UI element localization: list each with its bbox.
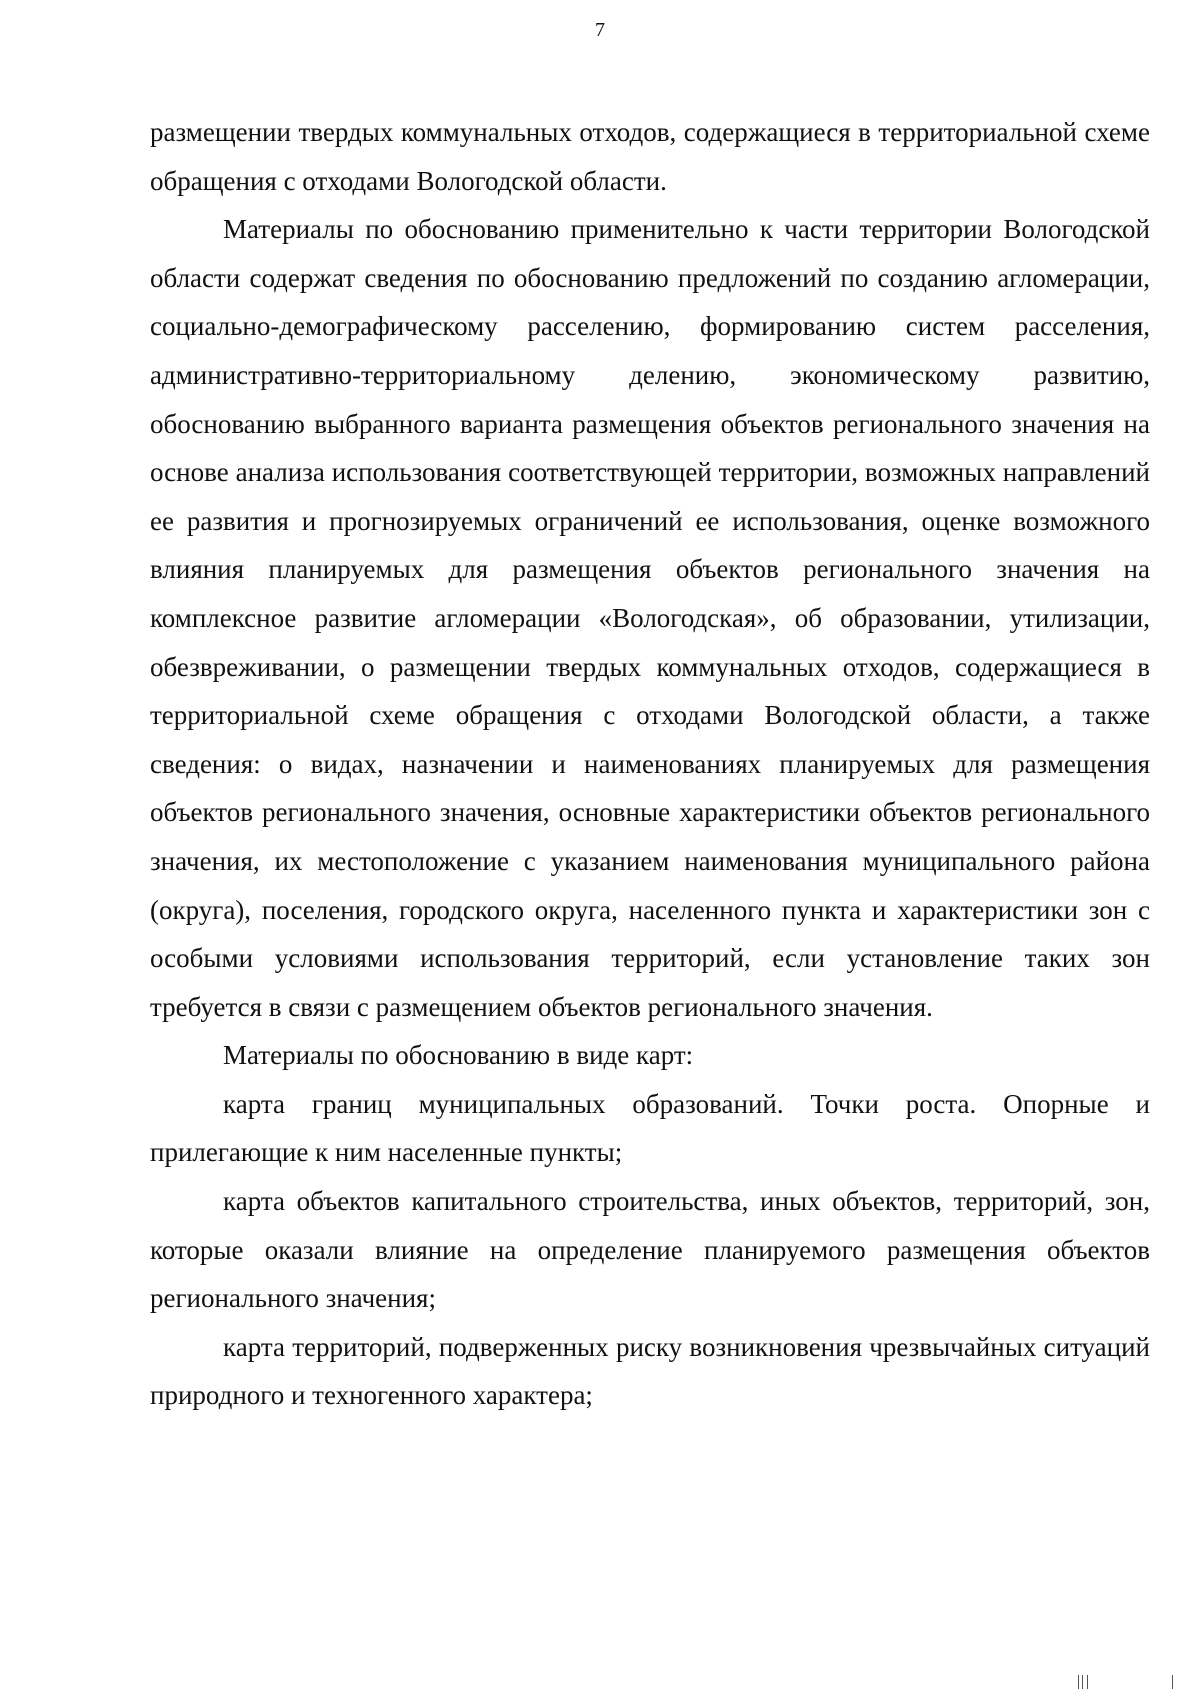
scan-artifact-mark	[1082, 1675, 1083, 1689]
list-item-map-capital-objects: карта объектов капитального строительства, иных объектов, территорий, зон, которые оказали влияние на определение планируемого размещения объектов регионального значения;	[150, 1186, 1150, 1314]
scan-artifact-mark	[1172, 1675, 1173, 1689]
document-body	[150, 108, 1150, 1420]
paragraph-continuation: размещении твердых коммунальных отходов, содержащиеся в территориальной схеме обращения с отходами Вологодской области.	[150, 117, 1150, 196]
scan-artifact-mark	[1087, 1675, 1088, 1689]
paragraph-maps-heading: Материалы по обоснованию в виде карт:	[223, 1040, 694, 1071]
list-item-map-emergency-risk: карта территорий, подверженных риску возникновения чрезвычайных ситуаций природного и техногенного характера;	[150, 1331, 1150, 1411]
page-number: 7	[595, 19, 605, 41]
paragraph-materials-description: Материалы по обоснованию применительно к части территории Вологодской области содержат сведения по обоснованию предложений по созданию агломерации, социально-демографическому расселению, формированию систем расселения, административно-территориальному делению, экономическому развитию, обоснованию выбранного варианта размещения объектов регионального значения на основе анализа использования соответствующей территории, возможных направлений ее развития и прогнозируемых ограничений ее использования, оценке возможного влияния планируемых для размещения объектов регионального значения на комплексное развитие агломерации «Вологодская», об образовании, утилизации, обезвреживании, о размещении твердых коммунальных отходов, содержащиеся в территориальной схеме обращения с отходами Вологодской области, а также сведения: о видах, назначении и наименованиях планируемых для размещения объектов регионального значения, основные характеристики объектов регионального значения, их местоположение с указанием наименования муниципального района (округа), поселения, городского округа, населенного пункта и характеристики зон с особыми условиями использования территорий, если установление таких зон требуется в связи с размещением объектов регионального значения.	[150, 214, 1150, 1022]
scan-artifact-mark	[1078, 1675, 1079, 1689]
list-item-map-boundaries: карта границ муниципальных образований. Точки роста. Опорные и прилегающие к ним населенные пункты;	[150, 1088, 1150, 1168]
